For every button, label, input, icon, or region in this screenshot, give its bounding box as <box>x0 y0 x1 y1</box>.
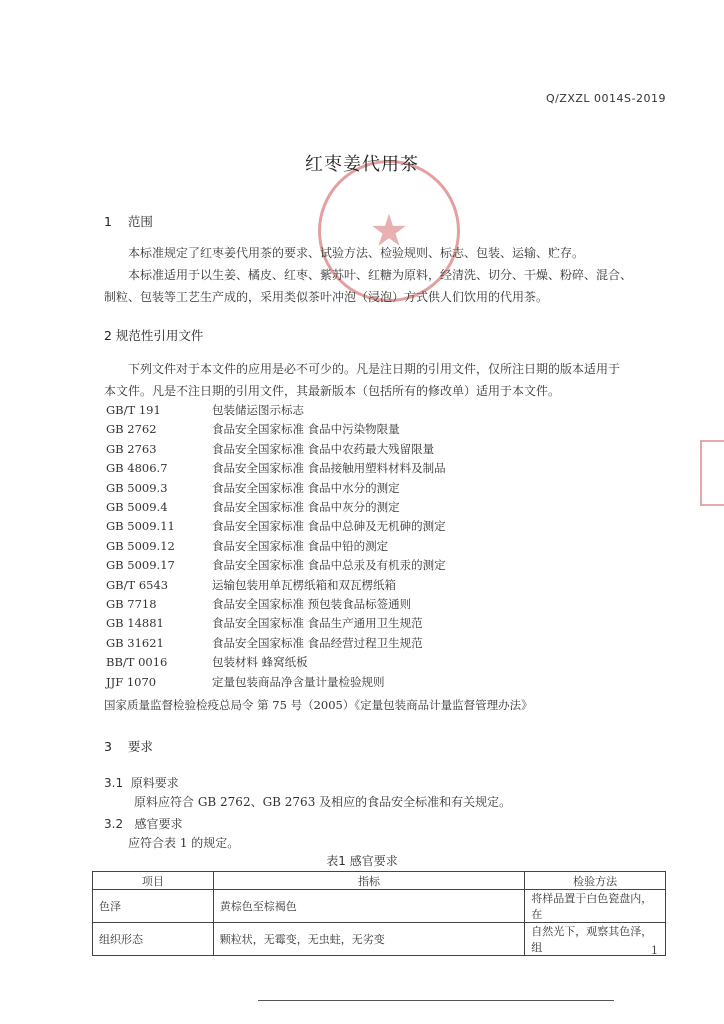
reference-row <box>106 480 400 496</box>
reference-code: GB 5009.3 <box>106 480 168 495</box>
reference-title: 食品安全国家标准 食品中污染物限量 <box>212 422 400 437</box>
subsection-3-2-title: 感官要求 <box>134 817 183 831</box>
cell-spec: 颗粒状，无霉变，无虫蛀，无劣变 <box>213 923 524 956</box>
reference-title: 定量包装商品净含量计量检验规则 <box>212 674 385 689</box>
reference-code: GB 7718 <box>106 597 157 611</box>
subsection-3-2-text: 应符合表 1 的规定。 <box>128 836 240 850</box>
reference-code: GB 2762 <box>106 422 157 437</box>
section3-heading <box>104 737 153 755</box>
reference-code: GB/T 191 <box>106 403 161 417</box>
reference-code: GB 5009.11 <box>106 519 175 534</box>
subsection-3-2-heading <box>104 815 183 832</box>
subsection-3-2-number: 3.2 <box>104 817 124 831</box>
reference-title: 食品安全国家标准 食品中总砷及无机砷的测定 <box>212 519 446 534</box>
reference-code: GB 31621 <box>106 635 164 650</box>
header-item: 项目 <box>93 872 214 890</box>
reference-title: 食品安全国家标准 食品接触用塑料材料及制品 <box>212 461 446 476</box>
reference-title: 食品安全国家标准 食品中灰分的测定 <box>212 500 400 514</box>
cell-method: 自然光下，观察其色泽，组 <box>525 923 666 956</box>
standard-code: Q/ZXZL 0014S-2019 <box>545 92 666 105</box>
subsection-3-1-heading <box>104 774 179 791</box>
reference-title: 食品安全国家标准 食品经营过程卫生规范 <box>212 635 423 650</box>
header-spec: 指标 <box>213 872 524 890</box>
section1-title: 范围 <box>127 214 153 229</box>
section1-para2-line2: 制粒、包装等工艺生产成的，采用类似茶叶冲泡（浸泡）方式供人们饮用的代用茶。 <box>104 290 549 304</box>
edge-seal-mark <box>700 440 724 506</box>
table1-caption: 表1 感官要求 <box>326 854 398 868</box>
reference-code: GB 2763 <box>106 441 157 456</box>
reference-row <box>106 635 423 651</box>
reference-row <box>106 421 400 437</box>
reference-title: 食品安全国家标准 食品中农药最大残留限量 <box>212 441 435 456</box>
reference-row <box>106 654 308 670</box>
sensory-requirements-table <box>92 871 666 956</box>
reference-title: 运输包装用单瓦楞纸箱和双瓦楞纸箱 <box>212 577 396 592</box>
cell-item: 色泽 <box>93 890 214 923</box>
section1-para1: 本标准规定了红枣姜代用茶的要求、试验方法、检验规则、标志、包装、运输、贮存。 <box>128 246 585 260</box>
reference-title: 食品安全国家标准 食品生产通用卫生规范 <box>212 616 423 631</box>
subsection-3-1-title: 原料要求 <box>130 776 179 790</box>
reference-row <box>106 460 446 476</box>
seal-star-icon: ★ <box>369 205 409 257</box>
section3-title: 要求 <box>127 739 153 754</box>
table-header-row <box>93 872 666 890</box>
section2-intro-line2: 本文件。凡是不注日期的引用文件，其最新版本（包括所有的修改单）适用于本文件。 <box>104 384 561 398</box>
section2-intro-line1: 下列文件对于本文件的应用是必不可少的。凡是注日期的引用文件，仅所注日期的版本适用于 <box>128 362 621 376</box>
cell-method: 将样品置于白色瓷盘内，在 <box>525 890 666 923</box>
reference-row <box>106 441 434 457</box>
reference-title: 食品安全国家标准 预包装食品标签通则 <box>212 597 412 611</box>
section1-number: 1 <box>104 214 112 229</box>
reference-code: GB 5009.4 <box>106 500 168 514</box>
reference-title: 包装材料 蜂窝纸板 <box>212 655 308 670</box>
subsection-3-1-text: 原料应符合 GB 2762、GB 2763 及相应的食品安全标准和有关规定。 <box>134 795 512 809</box>
table-row <box>93 923 666 956</box>
reference-code: GB 14881 <box>106 616 164 631</box>
reference-row <box>106 615 423 631</box>
decree-reference: 国家质量监督检验检疫总局令 第 75 号（2005）《定量包装商品计量监督管理办法》 <box>104 698 533 712</box>
reference-row <box>106 596 411 612</box>
reference-row <box>106 557 446 573</box>
reference-code: JJF 1070 <box>106 674 157 689</box>
reference-row <box>106 402 304 418</box>
footer-divider <box>258 1000 614 1001</box>
reference-code: GB 5009.17 <box>106 558 175 573</box>
reference-title: 包装储运图示标志 <box>212 403 304 417</box>
reference-title: 食品安全国家标准 食品中铅的测定 <box>212 538 389 553</box>
reference-row <box>106 674 385 690</box>
cell-item: 组织形态 <box>93 923 214 956</box>
section1-heading <box>104 212 153 230</box>
reference-title: 食品安全国家标准 食品中总汞及有机汞的测定 <box>212 558 446 573</box>
reference-code: BB/T 0016 <box>106 655 168 670</box>
reference-row <box>106 538 388 554</box>
reference-code: GB/T 6543 <box>106 577 169 592</box>
table-row <box>93 890 666 923</box>
section1-para2-line1: 本标准适用于以生姜、橘皮、红枣、紫苏叶、红糖为原料，经清洗、切分、干燥、粉碎、混合、 <box>128 268 633 282</box>
page-title: 红枣姜代用茶 <box>305 154 419 175</box>
reference-row <box>106 499 400 515</box>
cell-spec: 黄棕色至棕褐色 <box>213 890 524 923</box>
reference-title: 食品安全国家标准 食品中水分的测定 <box>212 480 400 495</box>
section3-number: 3 <box>104 739 112 754</box>
header-method: 检验方法 <box>525 872 666 890</box>
reference-row <box>106 577 396 593</box>
subsection-3-1-number: 3.1 <box>104 776 124 790</box>
reference-row <box>106 518 446 534</box>
reference-code: GB 5009.12 <box>106 538 175 553</box>
page-number: 1 <box>651 944 658 957</box>
reference-code: GB 4806.7 <box>106 461 168 476</box>
section2-heading: 2 规范性引用文件 <box>104 328 204 343</box>
